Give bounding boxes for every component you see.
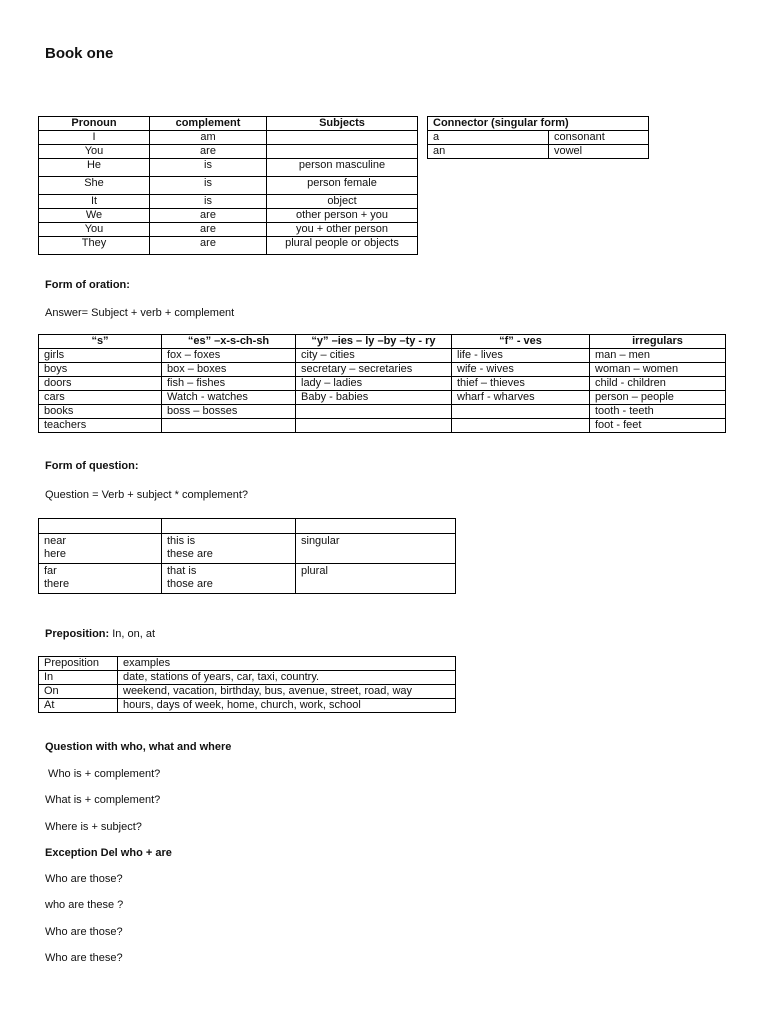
- exception-line: Who are these?: [45, 952, 123, 964]
- cell: girls: [39, 349, 162, 363]
- cell: are: [150, 237, 267, 255]
- cell: are: [150, 209, 267, 223]
- cell: I: [39, 131, 150, 145]
- cell-line: these are: [167, 548, 213, 560]
- column-header: “es” –x-s-ch-sh: [162, 335, 296, 349]
- cell: wharf - wharves: [452, 391, 590, 405]
- cell: [39, 564, 162, 594]
- cell: man – men: [590, 349, 726, 363]
- preposition-table: [38, 656, 456, 713]
- table-row: [39, 519, 456, 534]
- table-row: [428, 145, 649, 159]
- table-row: [39, 534, 456, 564]
- wh-line: Who is + complement?: [45, 768, 161, 780]
- cell: you + other person: [267, 223, 418, 237]
- cell: [162, 419, 296, 433]
- cell: life - lives: [452, 349, 590, 363]
- cell: child - children: [590, 377, 726, 391]
- cell: person female: [267, 177, 418, 195]
- page-title: Book one: [45, 45, 114, 62]
- table-header-row: [39, 335, 726, 349]
- cell: Baby - babies: [296, 391, 452, 405]
- table-row: [39, 237, 418, 255]
- cell: consonant: [549, 131, 649, 145]
- table-row: [39, 419, 726, 433]
- cell: weekend, vacation, birthday, bus, avenue, street, road, way: [118, 685, 456, 699]
- cell-line: there: [44, 578, 70, 590]
- oration-formula: Answer= Subject + verb + complement: [45, 307, 235, 319]
- cell-line: those are: [167, 578, 213, 590]
- cell: teachers: [39, 419, 162, 433]
- cell: person – people: [590, 391, 726, 405]
- exception-heading: Exception Del who + are: [45, 847, 172, 859]
- table-row: [39, 391, 726, 405]
- cell: other person + you: [267, 209, 418, 223]
- cell: [296, 534, 456, 564]
- cell: object: [267, 195, 418, 209]
- cell: He: [39, 159, 150, 177]
- cell: fish – fishes: [162, 377, 296, 391]
- exception-line: Who are those?: [45, 873, 123, 885]
- table-row: [39, 349, 726, 363]
- cell-line: near: [44, 535, 67, 547]
- cell: On: [39, 685, 118, 699]
- table-row: [39, 177, 418, 195]
- pronouns-table: [38, 116, 418, 255]
- cell: In: [39, 671, 118, 685]
- cell: [296, 405, 452, 419]
- cell: [296, 519, 456, 534]
- plural-table: [38, 334, 726, 433]
- cell: [162, 519, 296, 534]
- cell: They: [39, 237, 150, 255]
- cell: secretary – secretaries: [296, 363, 452, 377]
- cell: cars: [39, 391, 162, 405]
- cell-line: that is: [167, 565, 197, 577]
- cell: It: [39, 195, 150, 209]
- column-header: “s”: [39, 335, 162, 349]
- cell: books: [39, 405, 162, 419]
- column-header: irregulars: [590, 335, 726, 349]
- cell: vowel: [549, 145, 649, 159]
- cell: thief – thieves: [452, 377, 590, 391]
- table-row: [39, 131, 418, 145]
- cell: boys: [39, 363, 162, 377]
- table-row: [39, 564, 456, 594]
- column-header: Connector (singular form): [428, 117, 649, 131]
- table-row: [39, 363, 726, 377]
- cell: [39, 519, 162, 534]
- cell: tooth - teeth: [590, 405, 726, 419]
- table-row: [39, 209, 418, 223]
- cell: boss – bosses: [162, 405, 296, 419]
- cell: doors: [39, 377, 162, 391]
- connector-table: [427, 116, 649, 159]
- cell: [39, 534, 162, 564]
- column-header: complement: [150, 117, 267, 131]
- table-row: [39, 377, 726, 391]
- column-header: Subjects: [267, 117, 418, 131]
- cell: Watch - watches: [162, 391, 296, 405]
- cell-line: this is: [167, 535, 196, 547]
- table-row: [39, 671, 456, 685]
- cell: am: [150, 131, 267, 145]
- cell: plural people or objects: [267, 237, 418, 255]
- table-row: [39, 223, 418, 237]
- exception-line: who are these ?: [45, 899, 124, 911]
- cell: person masculine: [267, 159, 418, 177]
- cell: [162, 534, 296, 564]
- cell: woman – women: [590, 363, 726, 377]
- cell: are: [150, 145, 267, 159]
- table-row: [428, 131, 649, 145]
- cell: [296, 419, 452, 433]
- cell: a: [428, 131, 549, 145]
- preposition-text: In, on, at: [109, 628, 156, 640]
- cell: foot - feet: [590, 419, 726, 433]
- table-row: [39, 699, 456, 713]
- question-heading: Form of question:: [45, 460, 139, 472]
- cell: fox – foxes: [162, 349, 296, 363]
- column-header: examples: [118, 657, 456, 671]
- cell: is: [150, 195, 267, 209]
- near-far-table: [38, 518, 456, 594]
- cell: You: [39, 223, 150, 237]
- wh-line: Where is + subject?: [45, 821, 142, 833]
- cell-line: plural: [301, 565, 328, 577]
- cell-line: here: [44, 548, 67, 560]
- exception-line: Who are those?: [45, 926, 123, 938]
- cell: At: [39, 699, 118, 713]
- wh-line: What is + complement?: [45, 794, 161, 806]
- cell: You: [39, 145, 150, 159]
- column-header: “f” - ves: [452, 335, 590, 349]
- column-header: “y” –ies – ly –by –ty - ry: [296, 335, 452, 349]
- cell: box – boxes: [162, 363, 296, 377]
- cell: [296, 564, 456, 594]
- cell: are: [150, 223, 267, 237]
- table-header-row: [39, 657, 456, 671]
- table-row: [39, 195, 418, 209]
- cell: [452, 419, 590, 433]
- column-header: Pronoun: [39, 117, 150, 131]
- cell: is: [150, 177, 267, 195]
- cell: date, stations of years, car, taxi, country.: [118, 671, 456, 685]
- wh-heading: Question with who, what and where: [45, 741, 232, 753]
- cell-line: far: [44, 565, 57, 577]
- cell: [267, 145, 418, 159]
- cell: lady – ladies: [296, 377, 452, 391]
- table-row: [39, 145, 418, 159]
- preposition-line: [45, 628, 155, 640]
- cell: an: [428, 145, 549, 159]
- cell: hours, days of week, home, church, work, school: [118, 699, 456, 713]
- column-header: Preposition: [39, 657, 118, 671]
- cell-line: singular: [301, 535, 340, 547]
- table-row: [39, 685, 456, 699]
- table-header-row: [39, 117, 418, 131]
- cell: city – cities: [296, 349, 452, 363]
- cell: is: [150, 159, 267, 177]
- cell: We: [39, 209, 150, 223]
- cell: [267, 131, 418, 145]
- cell: She: [39, 177, 150, 195]
- table-row: [39, 405, 726, 419]
- preposition-label: Preposition:: [45, 628, 110, 640]
- cell: wife - wives: [452, 363, 590, 377]
- oration-heading: Form of oration:: [45, 279, 130, 291]
- table-header-row: [428, 117, 649, 131]
- cell: [452, 405, 590, 419]
- table-row: [39, 159, 418, 177]
- question-formula: Question = Verb + subject * complement?: [45, 489, 249, 501]
- cell: [162, 564, 296, 594]
